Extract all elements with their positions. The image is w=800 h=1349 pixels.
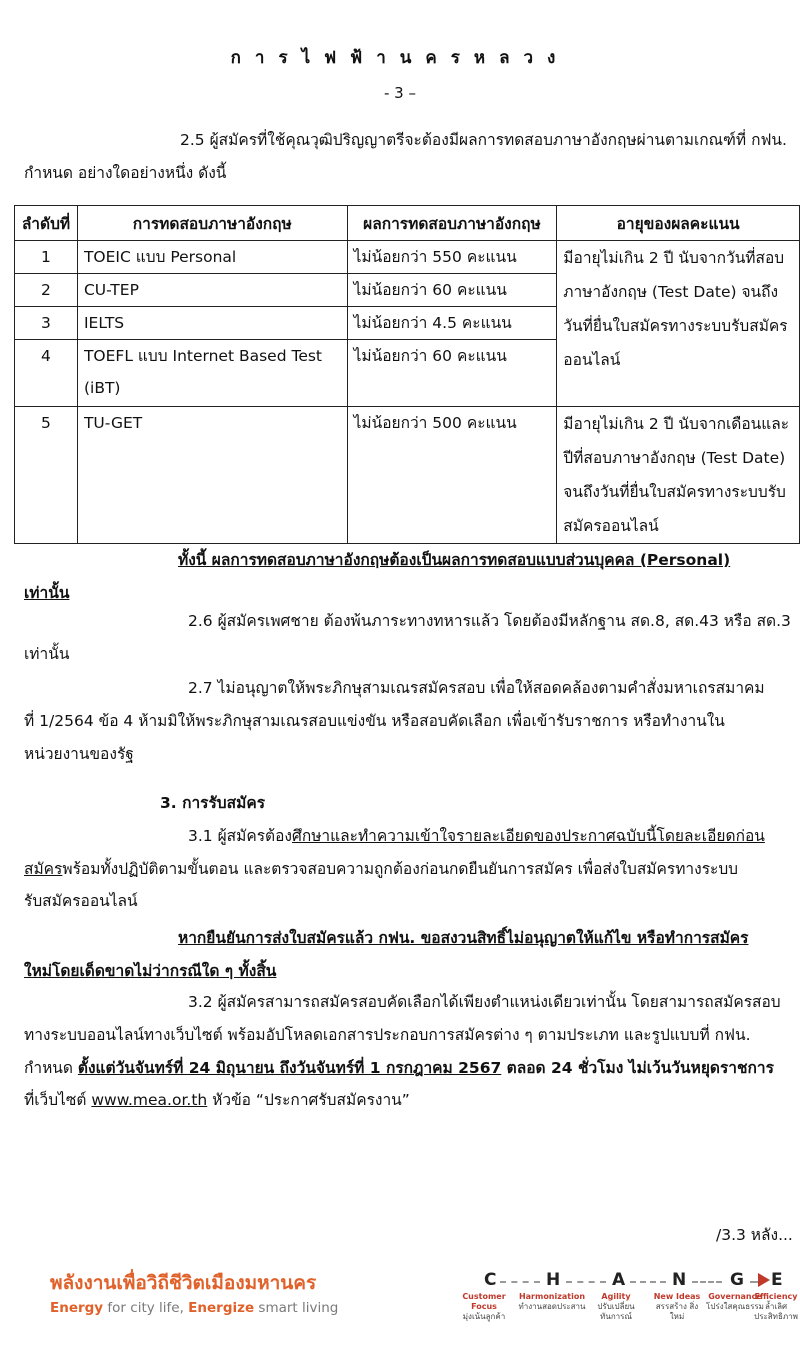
sec-3-2-line1: 3.2 ผู้สมัครสามารถสมัครสอบคัดเลือกได้เพียงตำแหน่งเดียวเท่านั้น โดยสามารถสมัครสอบ [188, 993, 781, 1011]
warning-line1: หากยืนยันการส่งใบสมัครแล้ว กฟน. ขอสงวนสิทธิ์ไม่อนุญาตให้แก้ไข หรือทำการสมัคร [178, 929, 749, 947]
page-number: - 3 – [384, 84, 416, 102]
test-name: IELTS [77, 307, 347, 340]
score-age-5: มีอายุไม่เกิน 2 ปี นับจากเดือนและปีที่สอบภาษาอังกฤษ (Test Date) จนถึงวันที่ยื่นใบสมัครทางระบบรับสมัครออนไลน์ [557, 407, 800, 544]
footer-slogan [50, 1268, 338, 1316]
sec-2-6-line2: เท่านั้น [24, 645, 70, 663]
sec-3-1-line3: รับสมัครออนไลน์ [24, 892, 138, 910]
website-prefix: ที่เว็บไซต์ [24, 1091, 92, 1109]
slogan-thai: พลังงานเพื่อวิถีชีวิตเมืองมหานคร [50, 1272, 317, 1294]
sec-3-1-prefix: 3.1 ผู้สมัครต้อง [188, 827, 292, 845]
test-name: TOEFL แบบ Internet Based Test (iBT) [77, 340, 347, 407]
section-3-title: 3. การรับสมัคร [160, 794, 266, 812]
dash [692, 1281, 722, 1283]
table-row [15, 407, 800, 544]
sec-3-1-line1 [188, 819, 765, 853]
arrow-icon [758, 1273, 770, 1287]
sec-3-1-rest: พร้อมทั้งปฏิบัติตามขั้นตอน และตรวจสอบความถูกต้องก่อนกดยืนยันการสมัคร เพื่อส่งใบสมัครทางระบบ [62, 860, 739, 878]
change-letter-c: C [484, 1270, 497, 1290]
website-link[interactable]: www.mea.or.th [91, 1091, 208, 1109]
sec-2-5-line2: กำหนด อย่างใดอย่างหนึ่ง ดังนี้ [24, 164, 227, 182]
change-label-governance: Governance โปร่งใสคุณธรรม [706, 1292, 764, 1311]
col-header-test: การทดสอบภาษาอังกฤษ [77, 206, 347, 241]
website-topic: หัวข้อ “ประกาศรับสมัครงาน” [207, 1091, 410, 1109]
change-letter-a: A [612, 1270, 626, 1290]
col-header-score: ผลการทดสอบภาษาอังกฤษ [347, 206, 557, 241]
test-name: CU-TEP [77, 274, 347, 307]
change-values-logo [448, 1270, 800, 1348]
table-row [15, 241, 800, 274]
test-name: TOEIC แบบ Personal [77, 241, 347, 274]
sec-2-5-line1: 2.5 ผู้สมัครที่ใช้คุณวุฒิปริญญาตรีจะต้องมีผลการทดสอบภาษาอังกฤษผ่านตามเกณฑ์ที่ กฟน. [180, 131, 787, 149]
sec-2-7-line1: 2.7 ไม่อนุญาตให้พระภิกษุสามเณรสมัครสอบ เพื่อให้สอดคล้องตามคำสั่งมหาเถรสมาคม [188, 679, 765, 697]
sec-2-7-line2: ที่ 1/2564 ข้อ 4 ห้ามมิให้พระภิกษุสามเณรสอบแข่งขัน หรือสอบคัดเลือก เพื่อเข้ารับราชการ หรือทำงานใน [24, 712, 725, 730]
application-period: ตั้งแต่วันจันทร์ที่ 24 มิถุนายน ถึงวันจันทร์ที่ 1 กรกฎาคม 2567 [77, 1059, 502, 1077]
row-number: 2 [15, 274, 78, 307]
sec-3-2-line3 [24, 1051, 774, 1085]
dash [566, 1281, 606, 1283]
test-score: ไม่น้อยกว่า 550 คะแนน [347, 241, 557, 274]
change-letter-g: G [730, 1270, 744, 1290]
test-score: ไม่น้อยกว่า 500 คะแนน [347, 407, 557, 544]
dash [630, 1281, 666, 1283]
dash [500, 1281, 540, 1283]
organization-header: การไฟฟ้านครหลวง [230, 48, 570, 68]
dash [750, 1281, 758, 1283]
note-personal-line1: ทั้งนี้ ผลการทดสอบภาษาอังกฤษต้องเป็นผลการทดสอบแบบส่วนบุคคล (Personal) [178, 551, 731, 569]
test-name: TU-GET [77, 407, 347, 544]
slogan-english: Energy for city life, Energize smart living [50, 1300, 339, 1316]
sec-3-1-line2 [24, 852, 738, 886]
change-letter-e: E [771, 1270, 783, 1290]
warning-line2: ใหม่โดยเด็ดขาดไม่ว่ากรณีใด ๆ ทั้งสิ้น [24, 962, 277, 980]
change-label-harmonization: Harmonization ทำงานสอดประสาน [518, 1292, 586, 1311]
row-number: 5 [15, 407, 78, 544]
row-number: 1 [15, 241, 78, 274]
change-label-agility: Agility ปรับเปลี่ยน ทันการณ์ [597, 1292, 635, 1321]
score-age-1-4: มีอายุไม่เกิน 2 ปี นับจากวันที่สอบภาษาอังกฤษ (Test Date) จนถึงวันที่ยื่นใบสมัครทางระบบรับสมัครออนไลน์ [557, 241, 800, 407]
col-header-order: ลำดับที่ [15, 206, 78, 241]
row-number: 3 [15, 307, 78, 340]
english-test-table [14, 205, 800, 544]
test-score: ไม่น้อยกว่า 60 คะแนน [347, 340, 557, 407]
sec-3-1-underlined-2: สมัคร [24, 860, 63, 878]
table-header-row [15, 206, 800, 241]
change-label-new-ideas: New Ideas สรรสร้าง สิ่งใหม่ [653, 1292, 701, 1321]
test-score: ไม่น้อยกว่า 4.5 คะแนน [347, 307, 557, 340]
sec-3-2-line4 [24, 1083, 410, 1117]
sec-2-7-line3: หน่วยงานของรัฐ [24, 745, 134, 763]
change-letter-n: N [672, 1270, 687, 1290]
sec-2-6-line1: 2.6 ผู้สมัครเพศชาย ต้องพ้นภาระทางทหารแล้ว โดยต้องมีหลักฐาน สด.8, สด.43 หรือ สด.3 [188, 612, 791, 630]
note-personal-line2: เท่านั้น [24, 584, 70, 602]
row-number: 4 [15, 340, 78, 407]
sec-3-2-line2: ทางระบบออนไลน์ทางเว็บไซต์ พร้อมอัปโหลดเอกสารประกอบการสมัครต่าง ๆ ตามประเภท และรูปแบบที่ กฟน. [24, 1026, 751, 1044]
sec-3-2-prefix: กำหนด [24, 1059, 78, 1077]
change-label-customer: Customer Focus มุ่งเน้นลูกค้า [462, 1292, 506, 1321]
change-letter-h: H [546, 1270, 561, 1290]
continued-marker: /3.3 หลัง... [716, 1226, 793, 1244]
application-hours: ตลอด 24 ชั่วโมง ไม่เว้นวันหยุดราชการ [501, 1059, 774, 1077]
test-score: ไม่น้อยกว่า 60 คะแนน [347, 274, 557, 307]
col-header-age: อายุของผลคะแนน [557, 206, 800, 241]
change-label-efficiency: Efficiency ล้ำเลิศ ประสิทธิภาพ [754, 1292, 798, 1321]
sec-3-1-underlined: ศึกษาและทำความเข้าใจรายละเอียดของประกาศฉบับนี้โดยละเอียดก่อน [291, 827, 765, 845]
